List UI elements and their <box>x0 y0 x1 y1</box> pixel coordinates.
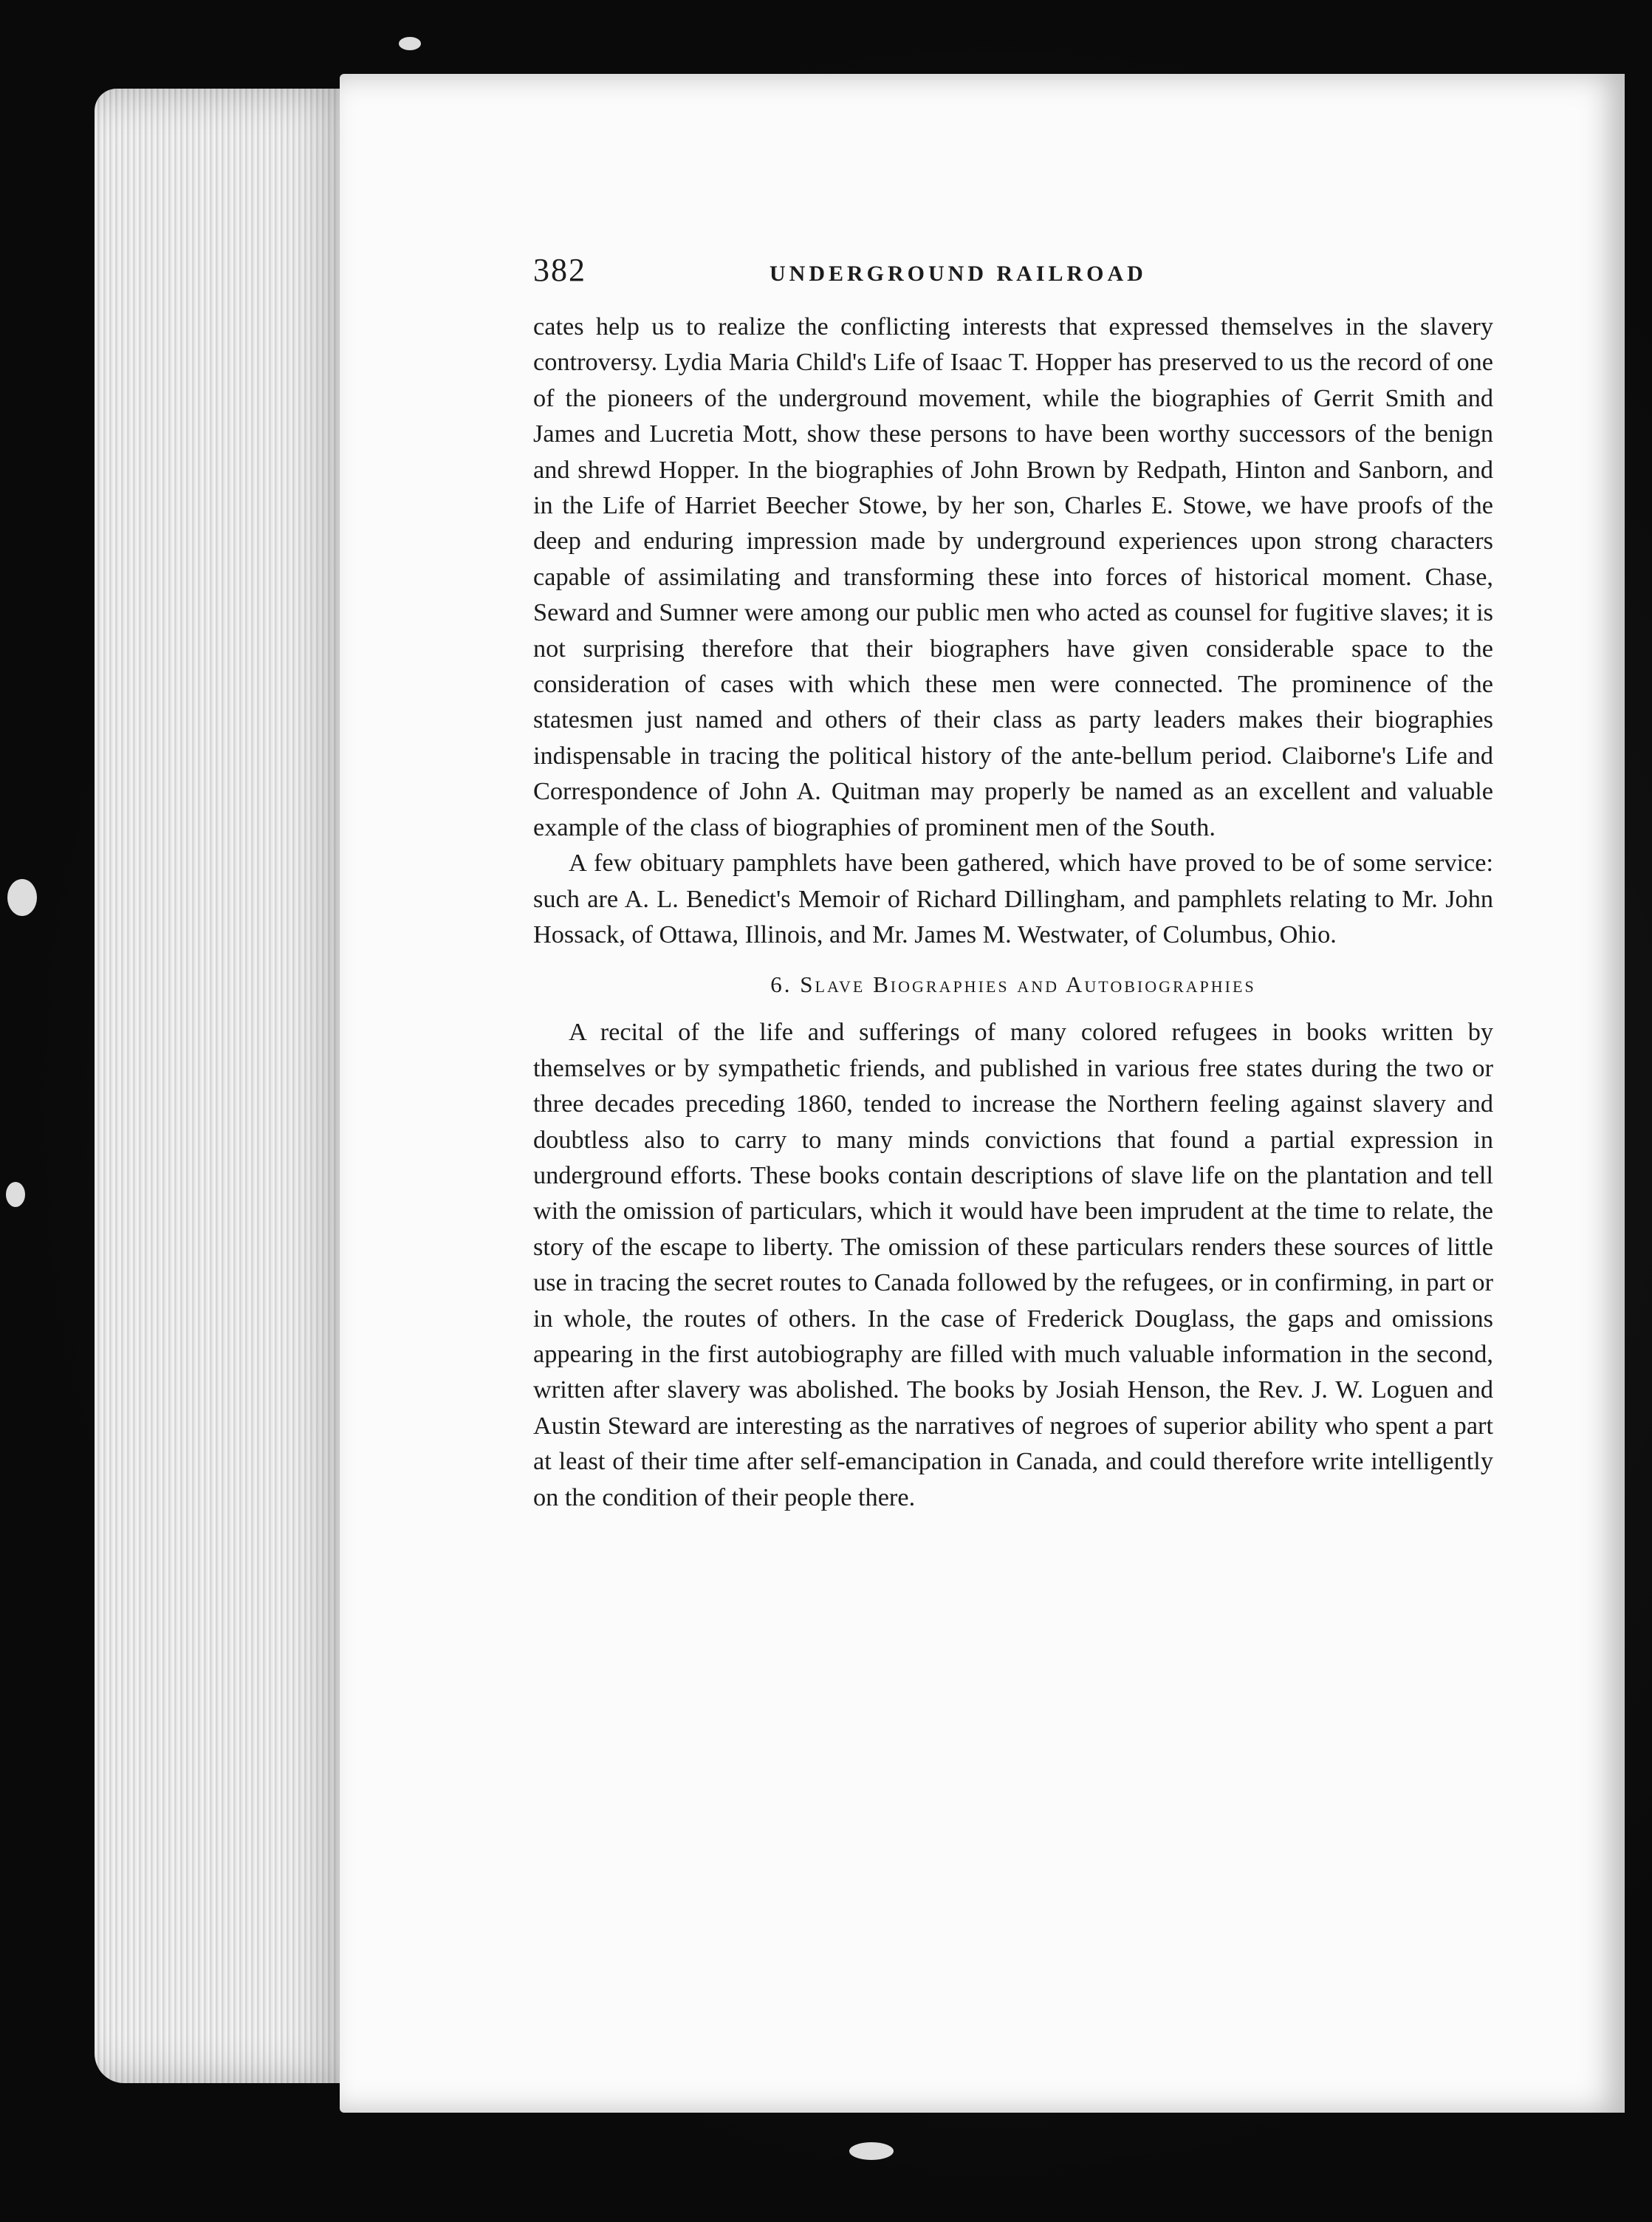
page-number: 382 <box>533 252 586 288</box>
body-paragraph: cates help us to realize the conflicting interests that expressed themselves in the slavery controversy. Lydia Maria Child's Life of Isaac T. Hopper has preserved to us the record of one of the pioneers of the underground movement, while the biographies of Gerrit Smith and James and Lucretia Mott, show these persons to have been worthy successors of the benign and shrewd Hopper. In the biographies of John Brown by Redpath, Hinton and Sanborn, and in the Life of Harriet Beecher Stowe, by her son, Charles E. Stowe, we have proofs of the deep and enduring impression made by underground experiences upon strong characters capable of assimilating and transforming these into forces of historical moment. Chase, Seward and Sumner were among our public men who acted as counsel for fugitive slaves; it is not surprising therefore that their biographers have given considerable space to the consideration of cases with which these men were connected. The prominence of the statesmen just named and others of their class as party leaders makes their biographies indispensable in tracing the political history of the ante-bellum period. Claiborne's Life and Correspondence of John A. Quitman may properly be named as an excellent and valuable example of the class of biographies of prominent men of the South. <box>533 312 1493 841</box>
page-edges <box>95 89 360 2083</box>
body-paragraph: A few obituary pamphlets have been gathered, which have proved to be of some service: such are A. L. Benedict's Memoir of Richard Dillingham, and pamphlets relating to Mr. John Hossack, of Ottawa, Illinois, and Mr. James M. Westwater, of Columbus, Ohio. <box>533 849 1493 948</box>
page-header <box>533 251 1493 295</box>
page-text-block <box>533 251 1493 1515</box>
section-heading: 6. Slave Biographies and Autobiographies <box>770 971 1256 998</box>
section-paragraph: A recital of the life and sufferings of many colored refugees in books written by themselves or by sympathetic friends, and published in various free states during the two or three decades preceding 1860, tended to increase the Northern feeling against slavery and doubtless also to carry to many minds convictions that found a partial expression in underground efforts. These books contain descriptions of slave life on the plantation and tell with the omission of particulars, which it would have been imprudent at the time to relate, the story of the escape to liberty. The omission of these particulars renders these sources of little use in tracing the secret routes to Canada followed by the refugees, or in confirming, in part or in whole, the routes of others. In the case of Frederick Douglass, the gaps and omissions appearing in the first autobiography are filled with much valuable information in the second, written after slavery was abolished. The books by Josiah Henson, the Rev. J. W. Loguen and Austin Steward are interesting as the narratives of negroes of superior ability who spent a part at least of their time after self-emancipation in Canada, and could therefore write intelligently on the condition of their people there. <box>533 1018 1493 1511</box>
running-head: UNDERGROUND RAILROAD <box>770 261 1147 286</box>
